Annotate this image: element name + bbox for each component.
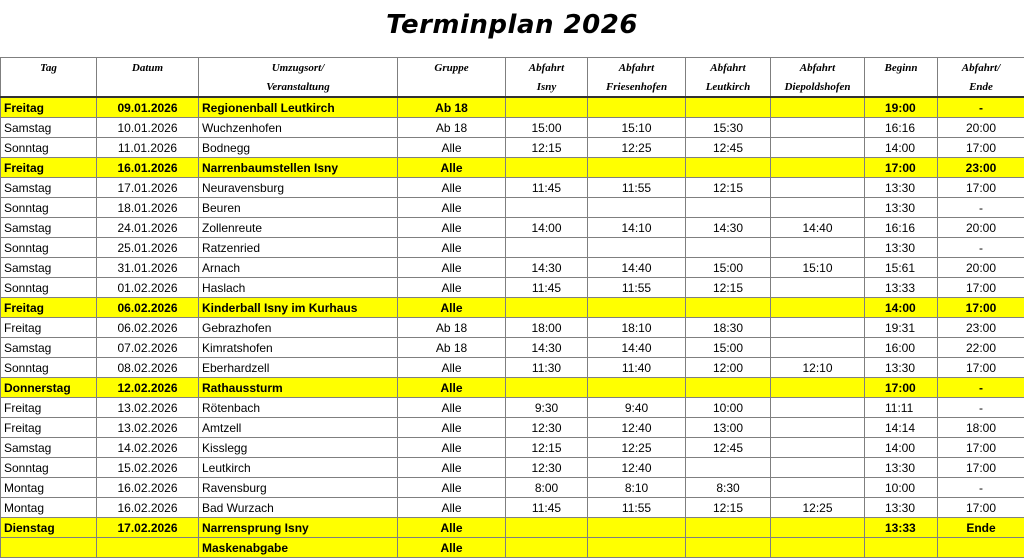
cell-diep: [771, 138, 865, 158]
page-title: Terminplan 2026: [0, 0, 1024, 50]
cell-diep: [771, 278, 865, 298]
cell-isny: [506, 198, 588, 218]
cell-fries: 14:40: [588, 338, 686, 358]
header-cell-gruppe: Gruppe: [398, 58, 506, 78]
cell-diep: [771, 458, 865, 478]
table-row: [1, 118, 1024, 138]
cell-gruppe: Alle: [398, 538, 506, 558]
cell-leut: [686, 97, 771, 118]
cell-ort: Zollenreute: [199, 218, 398, 238]
cell-fries: 14:10: [588, 218, 686, 238]
cell-leut: 15:00: [686, 258, 771, 278]
cell-datum: 17.01.2026: [97, 178, 199, 198]
cell-leut: 12:15: [686, 178, 771, 198]
cell-datum: 16.01.2026: [97, 158, 199, 178]
cell-beginn: 13:30: [865, 178, 938, 198]
cell-diep: [771, 438, 865, 458]
cell-tag: [1, 538, 97, 558]
cell-leut: 10:00: [686, 398, 771, 418]
cell-ort: Haslach: [199, 278, 398, 298]
cell-beginn: 13:30: [865, 238, 938, 258]
cell-diep: [771, 378, 865, 398]
header-cell-datum: Datum: [97, 58, 199, 78]
cell-tag: Freitag: [1, 318, 97, 338]
cell-ende: 17:00: [938, 138, 1024, 158]
cell-ort: Regionenball Leutkirch: [199, 97, 398, 118]
header-cell-isny: Abfahrt: [506, 58, 588, 78]
cell-ort: Kimratshofen: [199, 338, 398, 358]
cell-fries: 12:25: [588, 138, 686, 158]
cell-leut: 18:30: [686, 318, 771, 338]
cell-fries: 15:10: [588, 118, 686, 138]
cell-datum: 11.01.2026: [97, 138, 199, 158]
cell-tag: Samstag: [1, 258, 97, 278]
cell-ende: 17:00: [938, 178, 1024, 198]
cell-diep: [771, 238, 865, 258]
cell-gruppe: Alle: [398, 278, 506, 298]
cell-datum: 24.01.2026: [97, 218, 199, 238]
cell-ende: Ende: [938, 518, 1024, 538]
cell-beginn: 13:30: [865, 358, 938, 378]
header-cell-diep: Abfahrt: [771, 58, 865, 78]
cell-ende: -: [938, 478, 1024, 498]
cell-ende: 23:00: [938, 318, 1024, 338]
cell-fries: 14:40: [588, 258, 686, 278]
cell-gruppe: Alle: [398, 398, 506, 418]
cell-isny: 11:45: [506, 278, 588, 298]
cell-diep: [771, 118, 865, 138]
cell-gruppe: Alle: [398, 238, 506, 258]
cell-isny: 11:45: [506, 178, 588, 198]
cell-datum: 10.01.2026: [97, 118, 199, 138]
cell-ort: Arnach: [199, 258, 398, 278]
cell-beginn: 14:00: [865, 138, 938, 158]
cell-leut: [686, 458, 771, 478]
cell-ort: Narrensprung Isny: [199, 518, 398, 538]
cell-beginn: 13:30: [865, 458, 938, 478]
cell-datum: 15.02.2026: [97, 458, 199, 478]
cell-beginn: 13:33: [865, 278, 938, 298]
header-cell-gruppe: [398, 77, 506, 97]
cell-gruppe: Alle: [398, 218, 506, 238]
cell-ort: Amtzell: [199, 418, 398, 438]
schedule-table: [0, 57, 1024, 558]
cell-leut: [686, 378, 771, 398]
cell-ort: Bodnegg: [199, 138, 398, 158]
cell-tag: Sonntag: [1, 278, 97, 298]
cell-beginn: 13:33: [865, 518, 938, 538]
cell-isny: [506, 518, 588, 538]
header-cell-tag: Tag: [1, 58, 97, 78]
cell-ende: 23:00: [938, 158, 1024, 178]
cell-datum: 25.01.2026: [97, 238, 199, 258]
header-cell-ende: Abfahrt/: [938, 58, 1024, 78]
cell-beginn: 16:16: [865, 118, 938, 138]
cell-diep: [771, 158, 865, 178]
cell-isny: 12:30: [506, 458, 588, 478]
cell-leut: 12:15: [686, 498, 771, 518]
cell-fries: [588, 158, 686, 178]
cell-leut: [686, 198, 771, 218]
cell-ort: Ratzenried: [199, 238, 398, 258]
cell-isny: 9:30: [506, 398, 588, 418]
cell-leut: [686, 298, 771, 318]
cell-leut: [686, 538, 771, 558]
cell-ort: Eberhardzell: [199, 358, 398, 378]
table-row: [1, 138, 1024, 158]
cell-isny: 14:30: [506, 258, 588, 278]
cell-gruppe: Alle: [398, 418, 506, 438]
cell-diep: [771, 298, 865, 318]
cell-ort: Rathaussturm: [199, 378, 398, 398]
cell-diep: 12:25: [771, 498, 865, 518]
cell-isny: 12:30: [506, 418, 588, 438]
cell-gruppe: Alle: [398, 478, 506, 498]
cell-ende: -: [938, 238, 1024, 258]
cell-gruppe: Ab 18: [398, 97, 506, 118]
cell-beginn: 13:30: [865, 498, 938, 518]
cell-tag: Sonntag: [1, 138, 97, 158]
cell-ende: 20:00: [938, 218, 1024, 238]
cell-leut: 12:15: [686, 278, 771, 298]
cell-ort: Kisslegg: [199, 438, 398, 458]
cell-tag: Freitag: [1, 97, 97, 118]
table-row: [1, 258, 1024, 278]
cell-diep: [771, 538, 865, 558]
cell-leut: 8:30: [686, 478, 771, 498]
cell-beginn: 19:00: [865, 97, 938, 118]
cell-tag: Samstag: [1, 118, 97, 138]
header-cell-tag: [1, 77, 97, 97]
cell-ende: 20:00: [938, 258, 1024, 278]
cell-ort: Bad Wurzach: [199, 498, 398, 518]
cell-gruppe: Alle: [398, 178, 506, 198]
cell-ort: Wuchzenhofen: [199, 118, 398, 138]
header-cell-leut: Abfahrt: [686, 58, 771, 78]
cell-leut: 12:45: [686, 138, 771, 158]
cell-tag: Sonntag: [1, 238, 97, 258]
cell-tag: Sonntag: [1, 358, 97, 378]
cell-tag: Freitag: [1, 298, 97, 318]
cell-diep: [771, 318, 865, 338]
cell-ort: Gebrazhofen: [199, 318, 398, 338]
cell-leut: [686, 158, 771, 178]
cell-ort: Ravensburg: [199, 478, 398, 498]
cell-beginn: 11:11: [865, 398, 938, 418]
cell-gruppe: Alle: [398, 298, 506, 318]
cell-tag: Freitag: [1, 418, 97, 438]
cell-tag: Freitag: [1, 158, 97, 178]
cell-fries: [588, 378, 686, 398]
cell-isny: 15:00: [506, 118, 588, 138]
table-row: [1, 198, 1024, 218]
cell-isny: 18:00: [506, 318, 588, 338]
cell-isny: [506, 158, 588, 178]
table-row: [1, 97, 1024, 118]
cell-beginn: 13:30: [865, 198, 938, 218]
header-row: [1, 77, 1024, 97]
cell-isny: 14:00: [506, 218, 588, 238]
table-row: [1, 358, 1024, 378]
table-row: [1, 298, 1024, 318]
cell-tag: Samstag: [1, 438, 97, 458]
cell-leut: 15:00: [686, 338, 771, 358]
cell-ende: 20:00: [938, 118, 1024, 138]
cell-fries: 18:10: [588, 318, 686, 338]
table-row: [1, 418, 1024, 438]
header-cell-ort: Veranstaltung: [199, 77, 398, 97]
cell-fries: [588, 198, 686, 218]
table-row: [1, 478, 1024, 498]
cell-gruppe: Alle: [398, 158, 506, 178]
cell-datum: 06.02.2026: [97, 318, 199, 338]
cell-isny: [506, 97, 588, 118]
cell-fries: 11:55: [588, 278, 686, 298]
table-row: [1, 538, 1024, 558]
cell-gruppe: Alle: [398, 138, 506, 158]
cell-gruppe: Alle: [398, 518, 506, 538]
cell-fries: 11:40: [588, 358, 686, 378]
cell-isny: 11:30: [506, 358, 588, 378]
cell-isny: 11:45: [506, 498, 588, 518]
cell-fries: [588, 97, 686, 118]
cell-ende: -: [938, 378, 1024, 398]
cell-datum: 01.02.2026: [97, 278, 199, 298]
header-cell-isny: Isny: [506, 77, 588, 97]
table-row: [1, 158, 1024, 178]
cell-ende: 17:00: [938, 358, 1024, 378]
cell-gruppe: Alle: [398, 358, 506, 378]
table-row: [1, 338, 1024, 358]
cell-gruppe: Alle: [398, 458, 506, 478]
cell-fries: [588, 518, 686, 538]
cell-ende: 17:00: [938, 438, 1024, 458]
cell-tag: Montag: [1, 478, 97, 498]
cell-ende: 17:00: [938, 458, 1024, 478]
header-cell-ende: Ende: [938, 77, 1024, 97]
cell-tag: Sonntag: [1, 458, 97, 478]
cell-diep: [771, 198, 865, 218]
cell-fries: 12:40: [588, 418, 686, 438]
cell-ende: 18:00: [938, 418, 1024, 438]
table-row: [1, 518, 1024, 538]
cell-ende: -: [938, 398, 1024, 418]
cell-gruppe: Ab 18: [398, 338, 506, 358]
table-row: [1, 218, 1024, 238]
cell-leut: 14:30: [686, 218, 771, 238]
cell-ort: Kinderball Isny im Kurhaus: [199, 298, 398, 318]
cell-isny: [506, 538, 588, 558]
cell-ende: 17:00: [938, 298, 1024, 318]
cell-leut: 12:45: [686, 438, 771, 458]
cell-fries: 12:40: [588, 458, 686, 478]
cell-fries: 8:10: [588, 478, 686, 498]
cell-isny: 12:15: [506, 438, 588, 458]
cell-ort: Rötenbach: [199, 398, 398, 418]
cell-beginn: 16:16: [865, 218, 938, 238]
cell-ort: Neuravensburg: [199, 178, 398, 198]
cell-isny: [506, 378, 588, 398]
cell-fries: 11:55: [588, 178, 686, 198]
cell-tag: Montag: [1, 498, 97, 518]
cell-datum: 13.02.2026: [97, 418, 199, 438]
cell-datum: 18.01.2026: [97, 198, 199, 218]
cell-datum: [97, 538, 199, 558]
cell-ende: -: [938, 97, 1024, 118]
table-row: [1, 318, 1024, 338]
cell-ort: Maskenabgabe: [199, 538, 398, 558]
cell-isny: 8:00: [506, 478, 588, 498]
cell-diep: [771, 398, 865, 418]
cell-datum: 17.02.2026: [97, 518, 199, 538]
cell-beginn: 17:00: [865, 158, 938, 178]
cell-gruppe: Alle: [398, 258, 506, 278]
cell-gruppe: Alle: [398, 438, 506, 458]
cell-isny: [506, 238, 588, 258]
cell-gruppe: Ab 18: [398, 318, 506, 338]
cell-ort: Narrenbaumstellen Isny: [199, 158, 398, 178]
cell-beginn: [865, 538, 938, 558]
cell-datum: 07.02.2026: [97, 338, 199, 358]
cell-tag: Samstag: [1, 178, 97, 198]
cell-gruppe: Alle: [398, 198, 506, 218]
cell-fries: 9:40: [588, 398, 686, 418]
cell-gruppe: Ab 18: [398, 118, 506, 138]
table-header: [1, 58, 1024, 98]
cell-datum: 12.02.2026: [97, 378, 199, 398]
table-row: [1, 178, 1024, 198]
table-row: [1, 458, 1024, 478]
table-row: [1, 378, 1024, 398]
cell-beginn: 19:31: [865, 318, 938, 338]
cell-diep: 12:10: [771, 358, 865, 378]
cell-leut: 15:30: [686, 118, 771, 138]
cell-tag: Samstag: [1, 338, 97, 358]
cell-isny: 12:15: [506, 138, 588, 158]
cell-datum: 06.02.2026: [97, 298, 199, 318]
cell-diep: [771, 97, 865, 118]
header-cell-leut: Leutkirch: [686, 77, 771, 97]
cell-fries: [588, 298, 686, 318]
cell-datum: 31.01.2026: [97, 258, 199, 278]
cell-diep: [771, 478, 865, 498]
cell-gruppe: Alle: [398, 498, 506, 518]
cell-datum: 16.02.2026: [97, 478, 199, 498]
cell-ende: 17:00: [938, 498, 1024, 518]
cell-diep: [771, 518, 865, 538]
cell-diep: [771, 178, 865, 198]
cell-datum: 14.02.2026: [97, 438, 199, 458]
cell-datum: 16.02.2026: [97, 498, 199, 518]
table-row: [1, 498, 1024, 518]
header-cell-ort: Umzugsort/: [199, 58, 398, 78]
cell-tag: Freitag: [1, 398, 97, 418]
cell-gruppe: Alle: [398, 378, 506, 398]
cell-ende: 17:00: [938, 278, 1024, 298]
header-cell-beginn: [865, 77, 938, 97]
cell-tag: Samstag: [1, 218, 97, 238]
cell-beginn: 10:00: [865, 478, 938, 498]
header-cell-fries: Friesenhofen: [588, 77, 686, 97]
cell-isny: [506, 298, 588, 318]
table-body: [1, 97, 1024, 558]
cell-diep: [771, 418, 865, 438]
cell-datum: 13.02.2026: [97, 398, 199, 418]
cell-ort: Beuren: [199, 198, 398, 218]
header-cell-fries: Abfahrt: [588, 58, 686, 78]
cell-fries: 11:55: [588, 498, 686, 518]
table-row: [1, 398, 1024, 418]
cell-beginn: 15:61: [865, 258, 938, 278]
table-row: [1, 438, 1024, 458]
cell-datum: 08.02.2026: [97, 358, 199, 378]
cell-leut: [686, 518, 771, 538]
header-row: [1, 58, 1024, 78]
header-cell-diep: Diepoldshofen: [771, 77, 865, 97]
cell-tag: Sonntag: [1, 198, 97, 218]
cell-diep: [771, 338, 865, 358]
cell-fries: [588, 238, 686, 258]
cell-tag: Donnerstag: [1, 378, 97, 398]
cell-beginn: 14:00: [865, 298, 938, 318]
cell-fries: [588, 538, 686, 558]
cell-diep: 14:40: [771, 218, 865, 238]
cell-leut: [686, 238, 771, 258]
table-row: [1, 278, 1024, 298]
header-cell-datum: [97, 77, 199, 97]
cell-leut: 13:00: [686, 418, 771, 438]
cell-ende: [938, 538, 1024, 558]
cell-ende: -: [938, 198, 1024, 218]
cell-tag: Dienstag: [1, 518, 97, 538]
cell-isny: 14:30: [506, 338, 588, 358]
cell-beginn: 14:00: [865, 438, 938, 458]
cell-ende: 22:00: [938, 338, 1024, 358]
header-cell-beginn: Beginn: [865, 58, 938, 78]
cell-datum: 09.01.2026: [97, 97, 199, 118]
cell-ort: Leutkirch: [199, 458, 398, 478]
cell-fries: 12:25: [588, 438, 686, 458]
cell-beginn: 16:00: [865, 338, 938, 358]
cell-beginn: 14:14: [865, 418, 938, 438]
cell-diep: 15:10: [771, 258, 865, 278]
cell-leut: 12:00: [686, 358, 771, 378]
cell-beginn: 17:00: [865, 378, 938, 398]
table-row: [1, 238, 1024, 258]
